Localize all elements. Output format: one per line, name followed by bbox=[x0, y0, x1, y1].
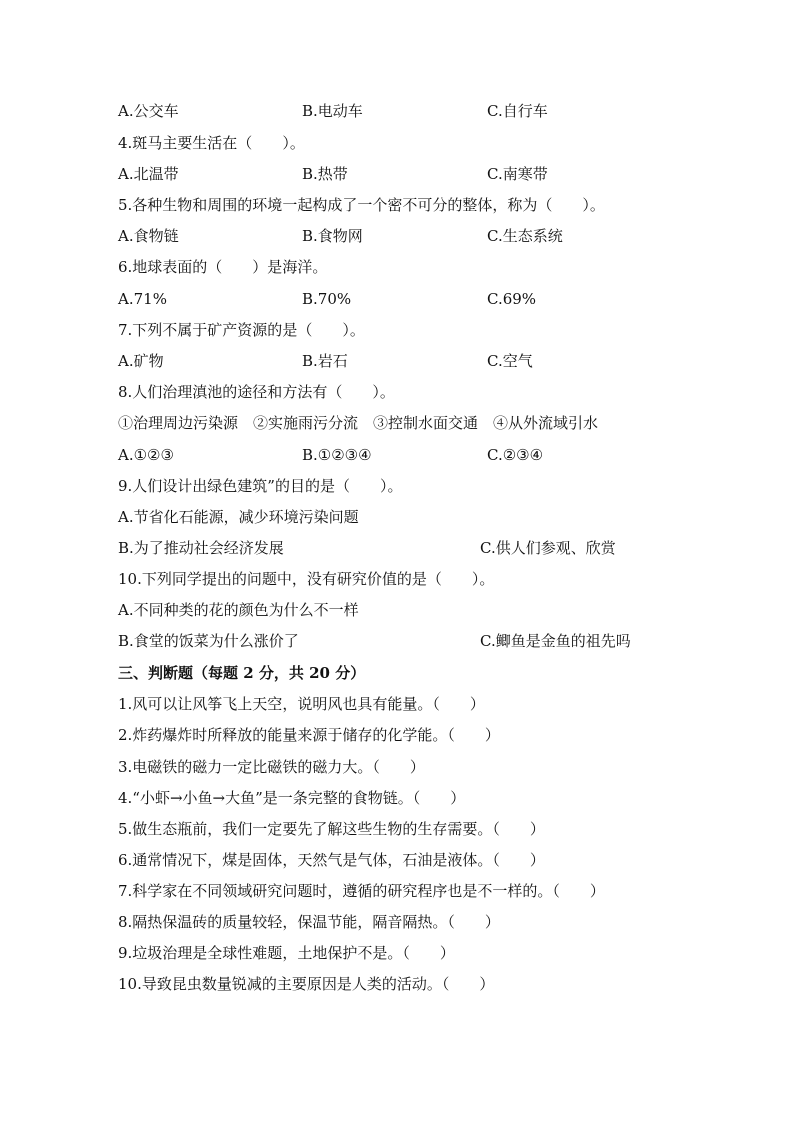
judge-item-1: 1.风可以让风筝飞上天空，说明风也具有能量。（ ） bbox=[118, 695, 485, 713]
q6-option-c: C.69% bbox=[487, 290, 537, 308]
q9-option-a: A.节省化石能源，减少环境污染问题 bbox=[118, 508, 359, 526]
judge-item-6: 6.通常情况下，煤是固体，天然气是气体，石油是液体。（ ） bbox=[118, 851, 545, 869]
q3-option-a: A.公交车 bbox=[118, 102, 179, 120]
q8-option-c: C.②③④ bbox=[487, 446, 544, 464]
q10-option-a: A.不同种类的花的颜色为什么不一样 bbox=[118, 601, 359, 619]
q8-option-b: B.①②③④ bbox=[302, 446, 372, 464]
judge-item-7: 7.科学家在不同领域研究问题时，遵循的研究程序也是不一样的。（ ） bbox=[118, 882, 605, 900]
q3-option-b: B.电动车 bbox=[302, 102, 363, 120]
judge-item-4: 4.“小虾→小鱼→大鱼”是一条完整的食物链。（ ） bbox=[118, 789, 466, 807]
q10-stem: 10.下列同学提出的问题中，没有研究价值的是（ ）。 bbox=[118, 570, 495, 588]
q6-option-b: B.70% bbox=[302, 290, 352, 308]
judge-item-10: 10.导致昆虫数量锐减的主要原因是人类的活动。（ ） bbox=[118, 975, 495, 993]
section3-title: 三、判断题（每题 2 分，共 20 分） bbox=[118, 664, 366, 682]
q5-option-b: B.食物网 bbox=[302, 227, 363, 245]
q5-stem: 5.各种生物和周围的环境一起构成了一个密不可分的整体，称为（ ）。 bbox=[118, 196, 605, 214]
judge-item-9: 9.垃圾治理是全球性难题，土地保护不是。（ ） bbox=[118, 944, 455, 962]
q10-option-b: B.食堂的饭菜为什么涨价了 bbox=[118, 632, 299, 650]
judge-item-8: 8.隔热保温砖的质量较轻，保温节能，隔音隔热。（ ） bbox=[118, 913, 500, 931]
q10-option-c: C.鲫鱼是金鱼的祖先吗 bbox=[480, 632, 631, 650]
q6-stem: 6.地球表面的（ ）是海洋。 bbox=[118, 258, 328, 276]
q8-stem: 8.人们治理滇池的途径和方法有（ ）。 bbox=[118, 383, 395, 401]
q8-items: ①治理周边污染源 ②实施雨污分流 ③控制水面交通 ④从外流域引水 bbox=[118, 414, 599, 432]
q5-option-c: C.生态系统 bbox=[487, 227, 563, 245]
judge-item-3: 3.电磁铁的磁力一定比磁铁的磁力大。（ ） bbox=[118, 758, 425, 776]
q9-option-b: B.为了推动社会经济发展 bbox=[118, 539, 284, 557]
q4-option-c: C.南寒带 bbox=[487, 165, 548, 183]
q7-stem: 7.下列不属于矿产资源的是（ ）。 bbox=[118, 321, 365, 339]
q7-option-b: B.岩石 bbox=[302, 352, 348, 370]
q9-stem: 9.人们设计出绿色建筑”的目的是（ ）。 bbox=[118, 477, 403, 495]
judge-item-2: 2.炸药爆炸时所释放的能量来源于储存的化学能。（ ） bbox=[118, 726, 500, 744]
q8-option-a: A.①②③ bbox=[118, 446, 174, 464]
q6-option-a: A.71% bbox=[118, 290, 167, 308]
q4-option-b: B.热带 bbox=[302, 165, 348, 183]
judge-item-5: 5.做生态瓶前，我们一定要先了解这些生物的生存需要。（ ） bbox=[118, 820, 545, 838]
q3-option-c: C.自行车 bbox=[487, 102, 548, 120]
q5-option-a: A.食物链 bbox=[118, 227, 179, 245]
q7-option-c: C.空气 bbox=[487, 352, 533, 370]
q9-option-c: C.供人们参观、欣赏 bbox=[480, 539, 616, 557]
q4-option-a: A.北温带 bbox=[118, 165, 179, 183]
q4-stem: 4.斑马主要生活在（ ）。 bbox=[118, 134, 305, 152]
q7-option-a: A.矿物 bbox=[118, 352, 164, 370]
